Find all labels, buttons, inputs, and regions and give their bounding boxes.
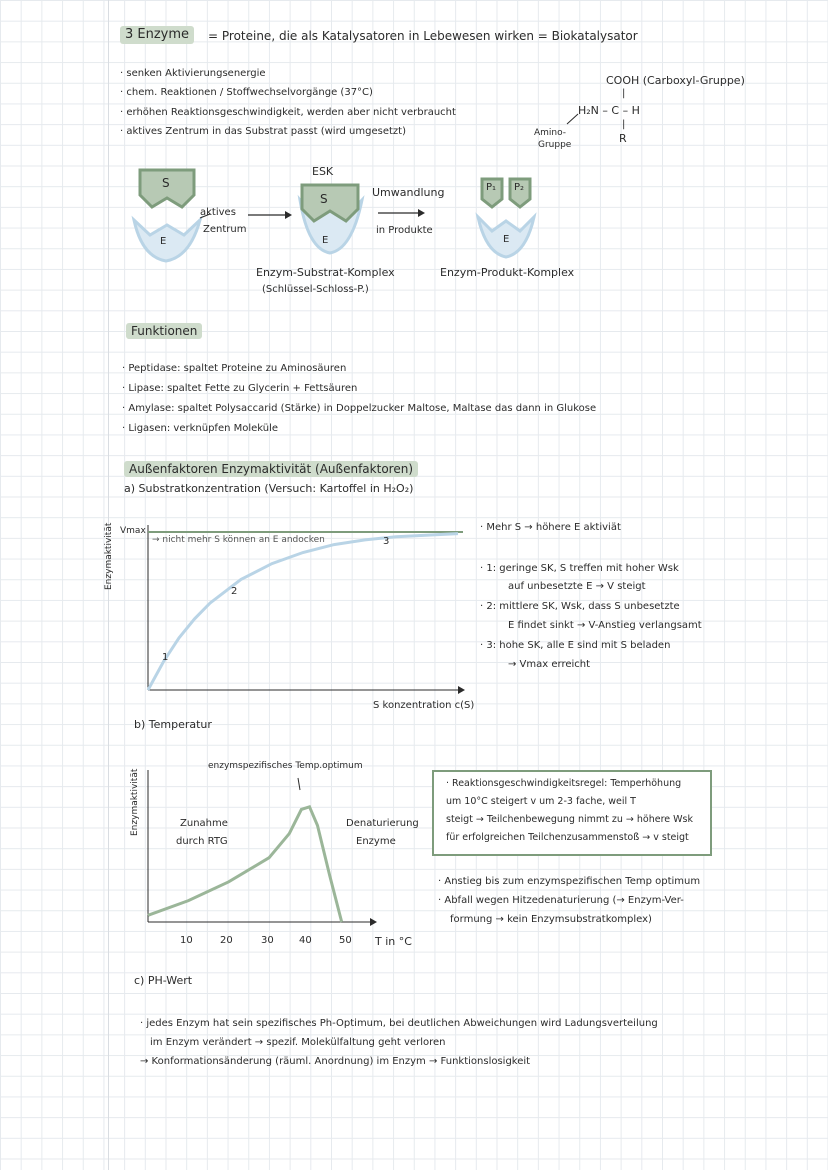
lock-key-diagram [120,165,560,270]
property-1: · senken Aktivierungsenergie [120,68,266,79]
active-site-label-2: Zentrum [203,224,247,235]
chart2-right-label-2: Enzyme [356,836,396,847]
amino-middle: H₂N – C – H [578,104,640,117]
enzyme-label-1: E [160,236,167,247]
note-a-3: auf unbesetzte E → V steigt [508,581,646,592]
temperature-chart [140,760,430,950]
function-item-2: · Lipase: spaltet Fette zu Glycerin + Fettsäuren [122,383,358,394]
note-a-6: · 3: hohe SK, alle E sind mit S beladen [480,640,671,651]
rgt-line-3: steigt → Teilchenbewegung nimmt zu → höhere Wsk [446,814,693,825]
note-c-1: · jedes Enzym hat sein spezifisches Ph-Optimum, bei deutlichen Abweichungen wird Ladungsverteilung [140,1018,658,1029]
enzyme-label-3: E [503,234,510,245]
factors-heading: Außenfaktoren Enzymaktivität (Außenfaktoren) [124,461,418,477]
amino-cooh: COOH (Carboxyl-Gruppe) [606,74,745,87]
chart2-optimum-label: enzymspezifisches Temp.optimum [208,761,363,771]
into-products-label: in Produkte [376,225,433,236]
esk-caption-2: (Schlüssel-Schloss-P.) [262,284,369,295]
active-site-label-1: aktives [200,207,236,218]
rgt-line-4: für erfolgreichen Teilchenzusammenstoß → v steigt [446,832,689,843]
enzyme-label-2: E [322,235,329,246]
chart1-x-label: S konzentration c(S) [373,700,475,711]
conversion-label: Umwandlung [372,186,445,199]
chart2-tick-10: 10 [180,935,193,946]
amino-pointer-arrow [566,112,580,126]
note-b-3: formung → kein Enzymsubstratkomplex) [450,914,652,925]
chart1-vmax-label: Vmax [120,526,146,536]
amino-bar-top: | [622,88,626,99]
chart2-activity-curve [148,807,342,922]
chart2-left-label-1: Zunahme [180,818,228,829]
functions-heading: Funktionen [126,323,202,339]
chart2-x-label: T in °C [375,935,412,948]
amino-label-2: Gruppe [538,140,572,150]
chart2-y-label: Enzymaktivität [130,768,140,836]
epk-caption: Enzym-Produkt-Komplex [440,266,575,279]
note-c-3: → Konformationsänderung (räuml. Anordnung) im Enzym → Funktionslosigkeit [140,1056,531,1067]
rgt-line-1: · Reaktionsgeschwindigkeitsregel: Temperhöhung [446,778,682,789]
amino-label-1: Amino- [534,128,567,138]
chart1-activity-curve [148,534,458,690]
property-2: · chem. Reaktionen / Stoffwechselvorgänge (37°C) [120,87,373,98]
rgt-rule-box [432,770,712,856]
chart1-point-label-1: 1 [162,652,169,663]
chart2-tick-40: 40 [299,935,312,946]
note-a-4: · 2: mittlere SK, Wsk, dass S unbesetzte [480,601,680,612]
chart1-point-label-2: 2 [231,586,238,597]
function-item-1: · Peptidase: spaltet Proteine zu Aminosäuren [122,363,347,374]
substrate-label-2: S [320,192,328,206]
note-b-2: · Abfall wegen Hitzedenaturierung (→ Enzym-Ver- [438,895,684,906]
amino-bar-bottom: | [622,119,626,130]
section-title: 3 Enzyme [120,26,194,44]
substrate-label-1: S [162,176,170,190]
product-label-2: P₂ [514,182,525,193]
chart2-optimum-arrow [298,778,300,790]
enzyme-shape-1 [134,220,200,261]
note-a-2: · 1: geringe SK, S treffen mit hoher Wsk [480,563,679,574]
note-a-1: · Mehr S → höhere E aktiviät [480,522,621,533]
factor-a-title: a) Substratkonzentration (Versuch: Kartoffel in H₂O₂) [124,482,414,495]
chart2-tick-50: 50 [339,935,352,946]
chart2-right-label-1: Denaturierung [346,818,419,829]
factor-b-title: b) Temperatur [134,718,212,731]
note-a-7: → Vmax erreicht [508,659,591,670]
rgt-line-2: um 10°C steigert v um 2-3 fache, weil T [446,796,636,807]
chart1-annotation: → nicht mehr S können an E andocken [152,535,325,545]
chart2-left-label-2: durch RTG [176,836,228,847]
esk-caption-1: Enzym-Substrat-Komplex [256,266,395,279]
note-b-1: · Anstieg bis zum enzymspezifischen Temp optimum [438,876,701,887]
property-3: · erhöhen Reaktionsgeschwindigkeit, werden aber nicht verbraucht [120,107,456,118]
property-4: · aktives Zentrum in das Substrat passt (wird umgesetzt) [120,126,406,137]
definition: = Proteine, die als Katalysatoren in Lebewesen wirken = Biokatalysator [208,29,638,43]
chart2-tick-20: 20 [220,935,233,946]
note-c-2: im Enzym verändert → spezif. Molekülfaltung geht verloren [150,1037,446,1048]
function-item-3: · Amylase: spaltet Polysaccarid (Stärke) in Doppelzucker Maltose, Maltase das dann in Glukose [122,403,597,414]
function-item-4: · Ligasen: verknüpfen Moleküle [122,423,279,434]
note-a-5: E findet sinkt → V-Anstieg verlangsamt [508,620,702,631]
chart2-tick-30: 30 [261,935,274,946]
product-label-1: P₁ [486,182,497,193]
factor-c-title: c) PH-Wert [134,974,193,987]
esk-label: ESK [312,165,334,178]
chart1-y-label: Enzymaktivität [104,522,114,590]
amino-r: R [619,132,627,145]
chart1-point-label-3: 3 [383,536,390,547]
